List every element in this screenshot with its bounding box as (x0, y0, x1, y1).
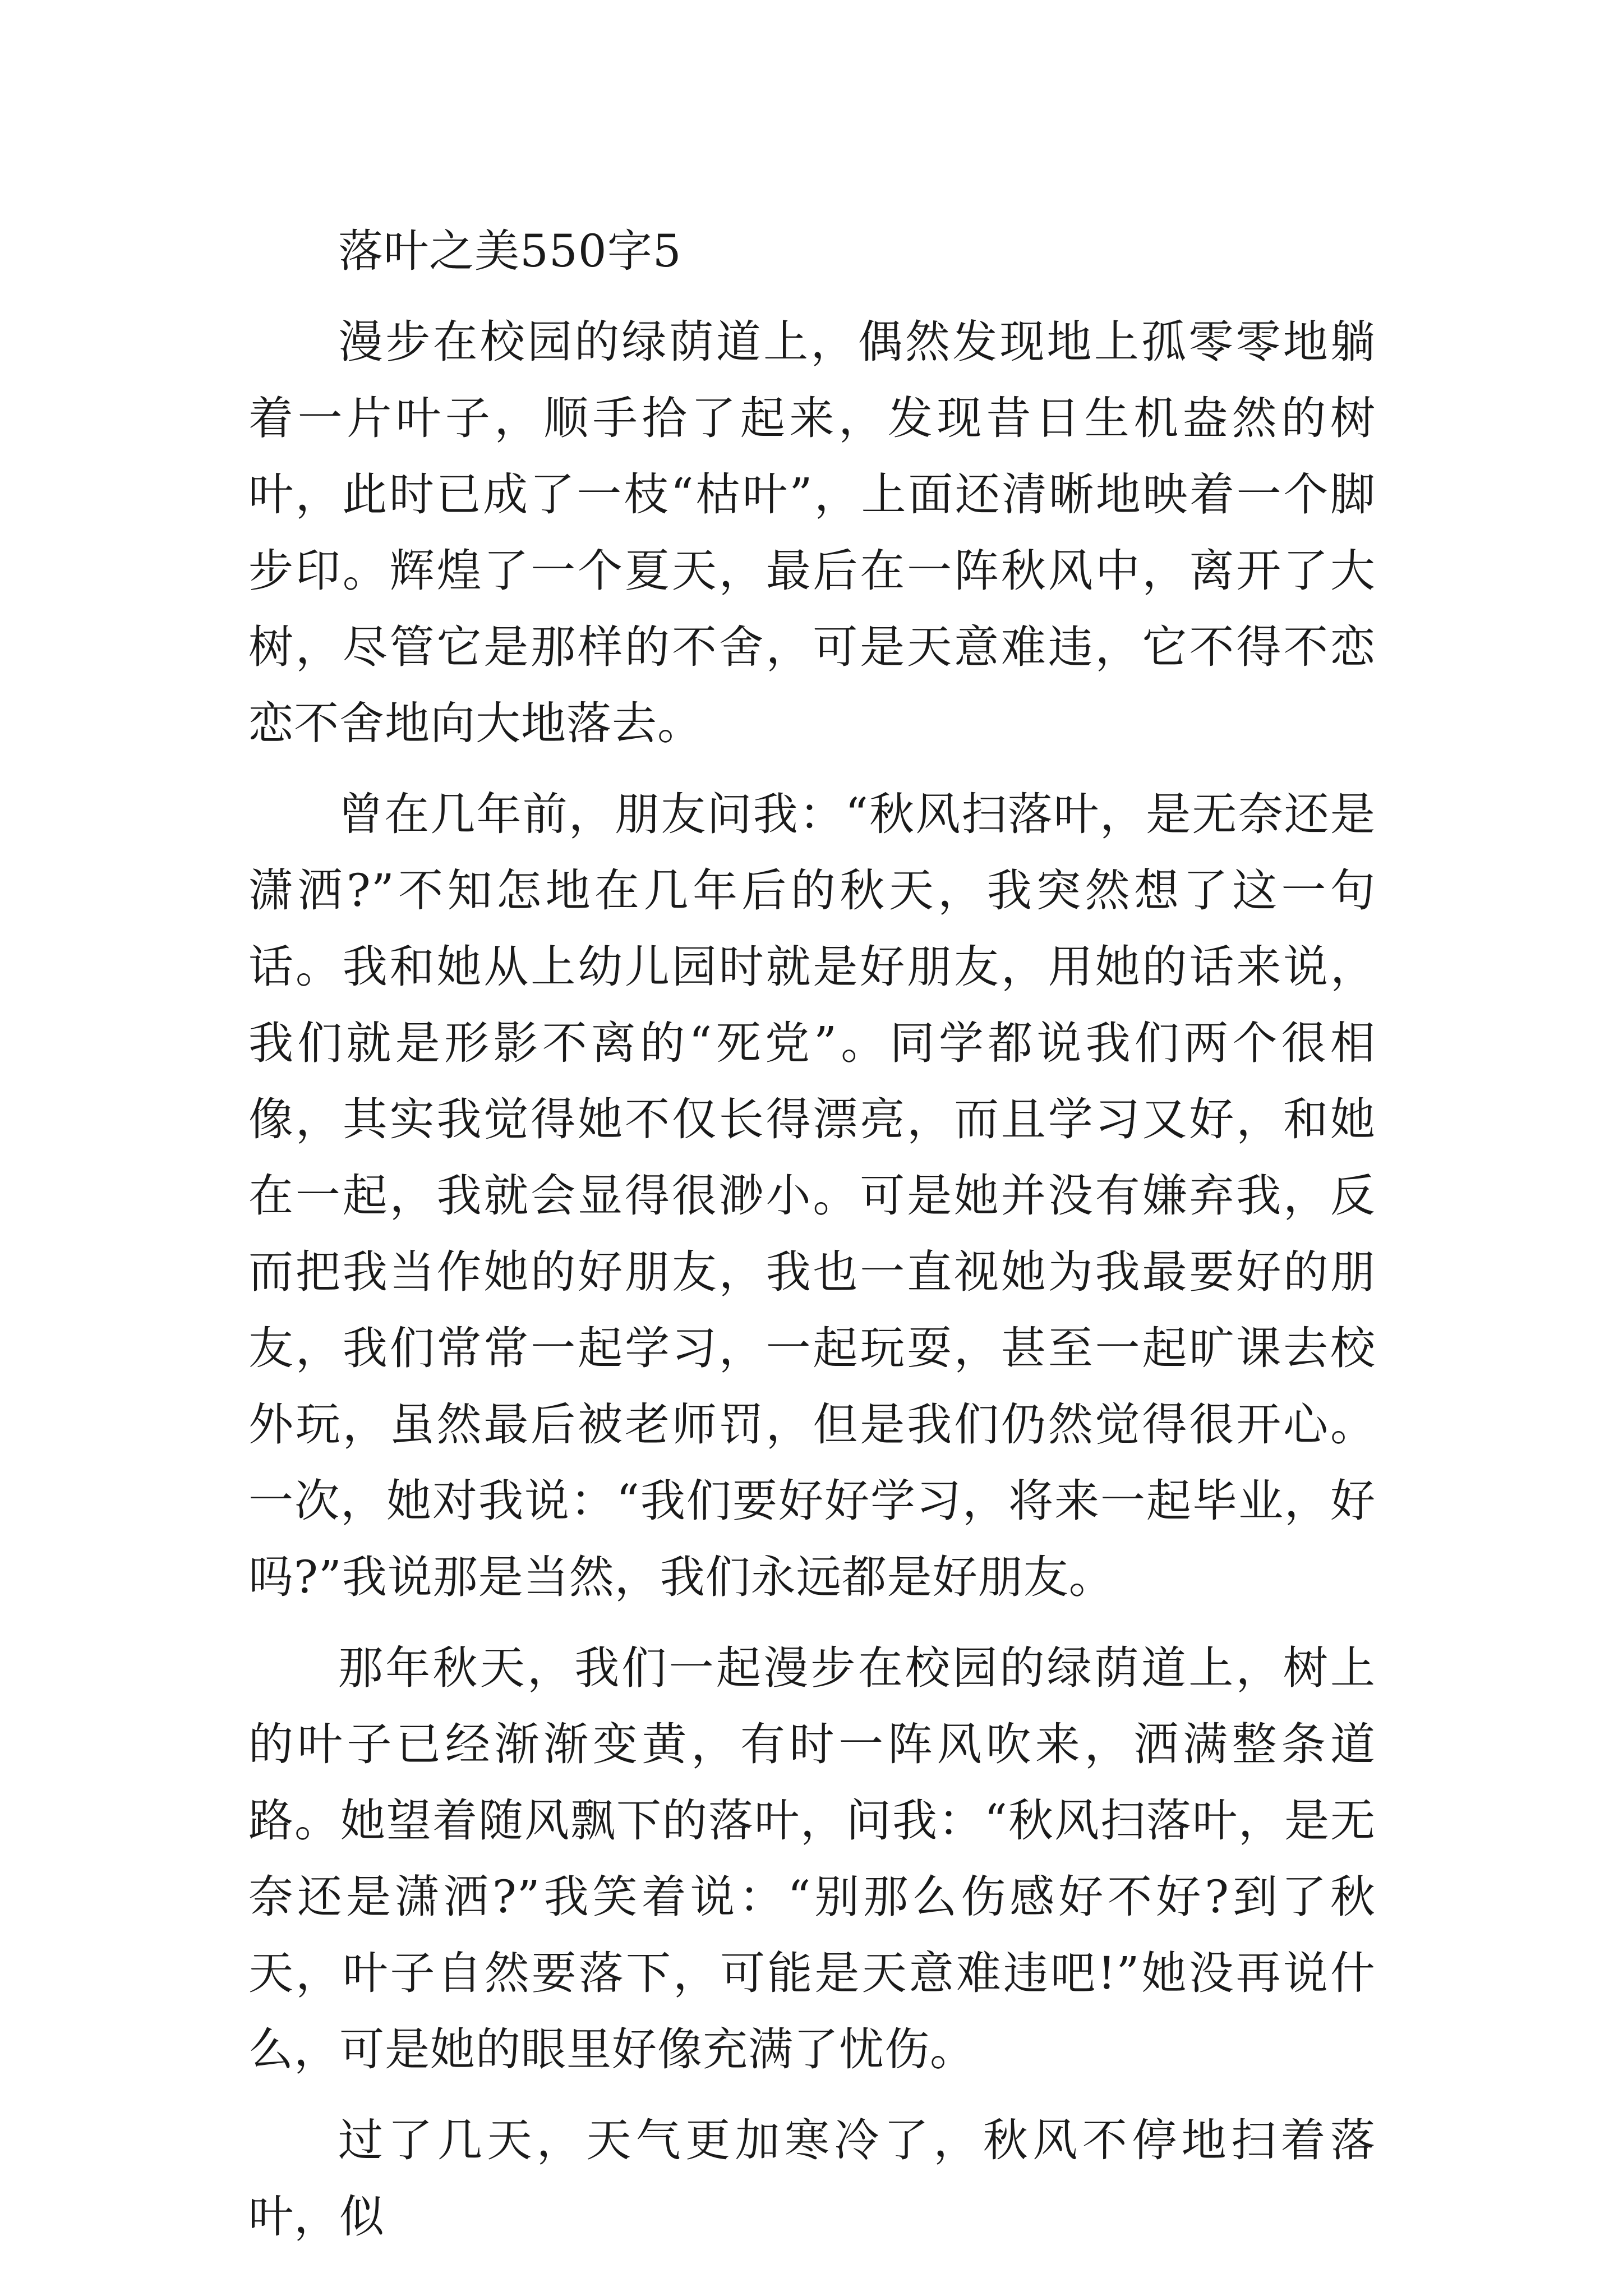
paragraph-2: 曾在几年前，朋友问我：“秋风扫落叶，是无奈还是潇洒?”不知怎地在几年后的秋天，我突然想了这一句话。我和她从上幼儿园时就是好朋友，用她的话来说，我们就是形影不离的“死党”。同学都说我们两个很相像，其实我觉得她不仅长得漂亮，而且学习又好，和她在一起，我就会显得很渺小。可是她并没有嫌弃我，反而把我当作她的好朋友，我也一直视她为我最要好的朋友，我们常常一起学习，一起玩耍，甚至一起旷课去校外玩，虽然最后被老师罚，但是我们仍然觉得很开心。一次，她对我说：“我们要好好学习，将来一起毕业，好吗?”我说那是当然，我们永远都是好朋友。 (248, 788, 1376, 1603)
document-page (248, 213, 1376, 2270)
document-title: 落叶之美550字5 (338, 225, 682, 277)
paragraph-3: 那年秋天，我们一起漫步在校园的绿荫道上，树上的叶子已经渐渐变黄，有时一阵风吹来，洒满整条道路。她望着随风飘下的落叶，问我：“秋风扫落叶，是无奈还是潇洒?”我笑着说：“别那么伤感好不好?到了秋天，叶子自然要落下，可能是天意难违吧!”她没再说什么，可是她的眼里好像充满了忧伤。 (248, 1642, 1376, 2076)
paragraph-4: 过了几天，天气更加寒冷了，秋风不停地扫着落叶，似 (248, 2114, 1376, 2243)
paragraph-1: 漫步在校园的绿荫道上，偶然发现地上孤零零地躺着一片叶子，顺手拾了起来，发现昔日生机盎然的树叶，此时已成了一枝“枯叶”，上面还清晰地映着一个脚步印。辉煌了一个夏天，最后在一阵秋风中，离开了大树，尽管它是那样的不舍，可是天意难违，它不得不恋恋不舍地向大地落去。 (248, 316, 1376, 749)
